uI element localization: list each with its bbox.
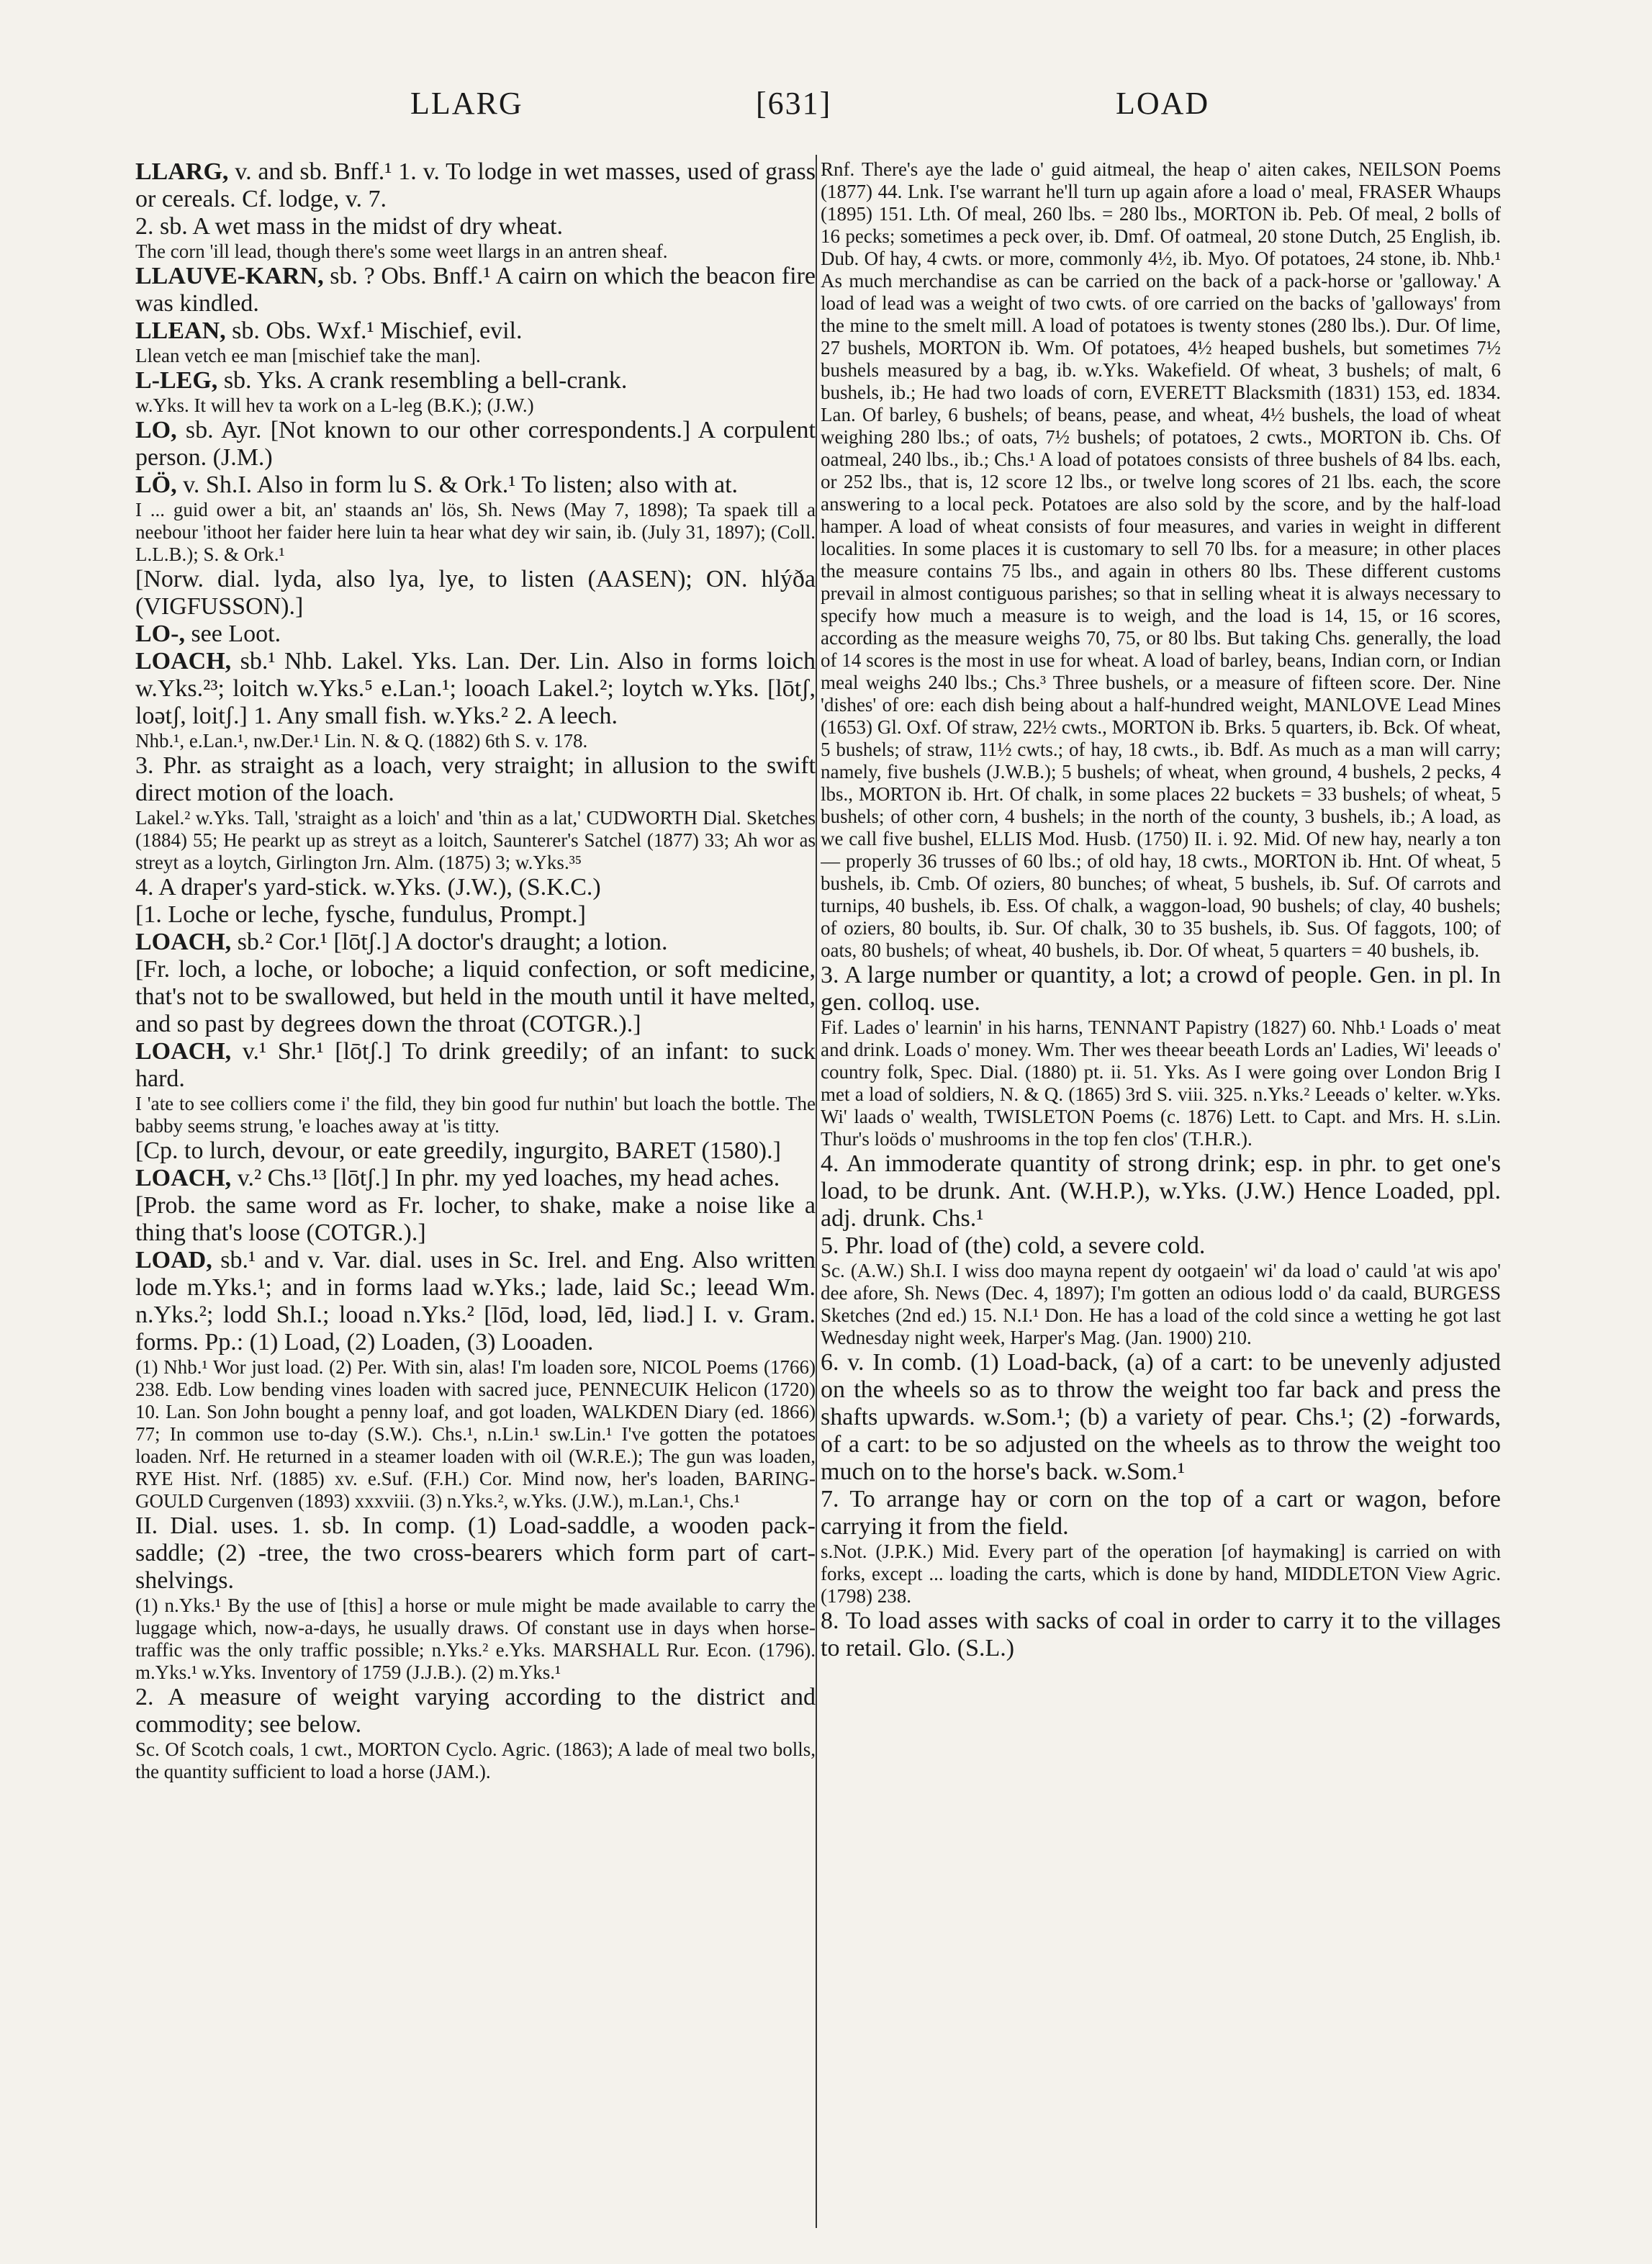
citation-paragraph	[135, 394, 816, 417]
entry-text: [Cp. to lurch, devour, or eate greedily, ingurgito, BARET (1580).]	[135, 1137, 781, 1164]
entry-paragraph	[135, 1247, 816, 1356]
entry-paragraph	[135, 901, 816, 929]
headword: LLARG,	[135, 158, 229, 185]
entry-text: sb. Yks. A crank resembling a bell-crank.	[217, 367, 628, 394]
entry-text: 8. To load asses with sacks of coal in order to carry it to the villages to retail. Glo. (S.L.)	[821, 1607, 1501, 1661]
citation-paragraph	[135, 1093, 816, 1137]
entry-paragraph	[135, 1192, 816, 1247]
entry-paragraph	[135, 417, 816, 472]
entry-text: (1) Nhb.¹ Wor just load. (2) Per. With sin, alas! I'm loaden sore, NICOL Poems (1766) 238. Edb. Low bending vines loaden with sacred juce, PENNECUIK Helicon (1720) 10. Lan. Son John bought a penny loaf, and got loaden, WALKDEN Diary (ed. 1866) 77; In common use to-day (S.W.). Chs.¹, n.Lin.¹ sw.Lin.¹ I've gotten the potatoes loaden. Nrf. He returned in a steamer loaden with oil (W.R.E.); The gun was loaden, RYE Hist. Nrf. (1885) xv. e.Suf. (F.H.) Cor. Mind now, her's loaden, BARING-GOULD Curgenven (1893) xxxviii. (3) n.Yks.², w.Yks. (J.W.), m.Lan.¹, Chs.¹	[135, 1356, 816, 1512]
left-column	[135, 158, 816, 2232]
entry-text: sb. Obs. Wxf.¹ Mischief, evil.	[225, 317, 523, 344]
headword: LO,	[135, 417, 177, 443]
entry-paragraph	[821, 1607, 1501, 1662]
headword: LO-,	[135, 621, 185, 647]
entry-paragraph	[135, 367, 816, 394]
header-left-catchword: LLARG	[410, 86, 523, 121]
entry-text: [1. Loche or leche, fysche, fundulus, Prompt.]	[135, 901, 586, 928]
citation-paragraph	[135, 499, 816, 566]
headword: L-LEG,	[135, 367, 218, 394]
citation-paragraph	[135, 730, 816, 752]
citation-paragraph	[135, 807, 816, 874]
entry-text: 4. An immoderate quantity of strong drink; esp. in phr. to get one's load, to be drunk. Ant. (W.H.P.), w.Yks. (J.W.) Hence Loaded, ppl. adj. drunk. Chs.¹	[821, 1150, 1501, 1232]
entry-text: Sc. Of Scotch coals, 1 cwt., MORTON Cyclo. Agric. (1863); A lade of meal two bolls, the quantity sufficient to load a horse (JAM.).	[135, 1738, 816, 1782]
entry-paragraph	[135, 1165, 816, 1192]
entry-paragraph	[135, 752, 816, 807]
entry-text: The corn 'ill lead, though there's some weet llargs in an antren sheaf.	[135, 240, 668, 262]
citation-paragraph	[821, 1541, 1501, 1607]
entry-text: Llean vetch ee man [mischief take the man].	[135, 345, 481, 366]
headword: LÖ,	[135, 472, 177, 498]
citation-paragraph	[135, 345, 816, 367]
running-head	[137, 85, 1504, 128]
entry-paragraph	[135, 621, 816, 648]
headword: LOAD,	[135, 1247, 212, 1273]
header-right-catchword: LOAD	[1116, 86, 1210, 121]
entry-text: sb. ? Obs. Bnff.¹ A cairn on which the beacon fire was kindled.	[135, 263, 816, 317]
entry-paragraph	[135, 648, 816, 730]
entry-text: Sc. (A.W.) Sh.I. I wiss doo mayna repent dy ootgaein' wi' da load o' cauld 'at wis apo' dee afore, Sh. News (Dec. 4, 1897); I'm gotten an odious lodd o' da caald, BURGESS Sketches (2nd ed.) 15. N.I.¹ Don. He has a load of the cold since a wetting he got last Wednesday night week, Harper's Mag. (Jan. 1900) 210.	[821, 1260, 1501, 1348]
entry-text: Lakel.² w.Yks. Tall, 'straight as a loich' and 'thin as a lat,' CUDWORTH Dial. Sketches (1884) 55; He pearkt up as streyt as a loitch, Saunterer's Satchel (1877) 33; Ah wor as streyt as a loytch, Girlington Jrn. Alm. (1875) 3; w.Yks.³⁵	[135, 807, 816, 873]
citation-paragraph	[135, 240, 816, 263]
right-column	[821, 158, 1501, 2232]
entry-text: see Loot.	[184, 621, 281, 647]
entry-paragraph	[821, 1349, 1501, 1486]
entry-text: v. Sh.I. Also in form lu S. & Ork.¹ To listen; also with at.	[176, 472, 739, 498]
entry-text: I ... guid ower a bit, an' staands an' lös, Sh. News (May 7, 1898); Ta spaek till a neebour 'ithoot her faider here luin ta hear what dey wir sain, ib. (July 31, 1897); (Coll. L.L.B.); S. & Ork.¹	[135, 499, 816, 565]
entry-text: sb.² Cor.¹ [lōtʃ.] A doctor's draught; a lotion.	[231, 929, 668, 955]
headword: LOACH,	[135, 929, 232, 955]
entry-text: [Fr. loch, a loche, or loboche; a liquid confection, or soft medicine, that's not to be swallowed, but held in the mouth until it have melted, and so past by degrees down the throat (COTGR.).]	[135, 956, 816, 1037]
entry-text: Fif. Lades o' learnin' in his harns, TENNANT Papistry (1827) 60. Nhb.¹ Loads o' meat and drink. Loads o' money. Wm. Ther wes theear beeath Lords an' Ladies, Wi' leeads o' country folk, Spec. Dial. (1880) pt. ii. 51. Yks. As I were going over London Brig I met a load of soldiers, N. & Q. (1865) 3rd S. viii. 325. n.Yks.² Leeads o' kelter. w.Yks. Wi' laads o' wealth, TWISLETON Poems (c. 1876) Lett. to Capt. and Mrs. H. s.Lin. Thur's loöds o' mushrooms in the top fen clos' (T.H.R.).	[821, 1016, 1501, 1150]
headword: LOACH,	[135, 648, 232, 675]
citation-paragraph	[821, 1260, 1501, 1349]
headword: LOACH,	[135, 1038, 232, 1065]
entry-paragraph	[821, 962, 1501, 1016]
entry-text: v.² Chs.¹³ [lōtʃ.] In phr. my yed loaches, my head aches.	[231, 1165, 780, 1191]
entry-text: 2. A measure of weight varying according to the district and commodity; see below.	[135, 1684, 816, 1738]
entry-text: sb.¹ Nhb. Lakel. Yks. Lan. Der. Lin. Also in forms loich w.Yks.²³; loitch w.Yks.⁵ e.Lan.¹; looach Lakel.²; loytch w.Yks. [lōtʃ, loətʃ, loitʃ.] 1. Any small fish. w.Yks.² 2. A leech.	[135, 648, 816, 729]
entry-paragraph	[821, 1150, 1501, 1232]
entry-paragraph	[135, 566, 816, 621]
entry-text: sb.¹ and v. Var. dial. uses in Sc. Irel. and Eng. Also written lode m.Yks.¹; and in forms laad w.Yks.; lade, laid Sc.; leead Wm. n.Yks.²; lodd Sh.I.; looad n.Yks.² [lōd, loəd, lēd, liəd.] I. v. Gram. forms. Pp.: (1) Load, (2) Loaden, (3) Looaden.	[135, 1247, 816, 1356]
entry-paragraph	[135, 956, 816, 1038]
citation-paragraph	[135, 1595, 816, 1684]
headword: LOACH,	[135, 1165, 232, 1191]
page-number: [631]	[756, 86, 832, 121]
headword: LLAUVE-KARN,	[135, 263, 324, 289]
column-divider	[816, 155, 817, 2228]
citation-paragraph	[135, 1356, 816, 1512]
entry-text: w.Yks. It will hev ta work on a L-leg (B.K.); (J.W.)	[135, 394, 534, 416]
entry-text: 5. Phr. load of (the) cold, a severe cold.	[821, 1232, 1206, 1259]
entry-paragraph	[135, 1038, 816, 1093]
entry-text: 7. To arrange hay or corn on the top of a cart or wagon, before carrying it from the field.	[821, 1486, 1501, 1540]
entry-paragraph	[821, 1486, 1501, 1541]
entry-paragraph	[821, 1232, 1501, 1260]
entry-text: 4. A draper's yard-stick. w.Yks. (J.W.), (S.K.C.)	[135, 874, 601, 901]
citation-paragraph	[821, 1016, 1501, 1150]
entry-text: I 'ate to see colliers come i' the fild, they bin good fur nuthin' but loach the bottle. The babby seems strung, 'e loaches away at 'is titty.	[135, 1093, 816, 1137]
entry-paragraph	[135, 213, 816, 240]
citation-paragraph	[821, 158, 1501, 962]
headword: LLEAN,	[135, 317, 226, 344]
entry-text: 6. v. In comb. (1) Load-back, (a) of a cart: to be unevenly adjusted on the wheels so as to throw the weight too far back and press the shafts upwards. w.Som.¹; (b) a variety of pear. Chs.¹; (2) -forwards, of a cart: to be so adjusted on the wheels as to throw the weight too much on to the horse's back. w.Som.¹	[821, 1349, 1501, 1485]
entry-text: Rnf. There's aye the lade o' guid aitmeal, the heap o' aiten cakes, NEILSON Poems (1877) 44. Lnk. I'se warrant he'll turn up again afore a load o' meal, FRASER Whaups (1895) 151. Lth. Of meal, 260 lbs. = 280 lbs., MORTON ib. Peb. Of meal, 2 bolls of 16 pecks; sometimes a peck over, ib. Dmf. Of oatmeal, 20 stone Dutch, 25 English, ib. Dub. Of hay, 4 cwts. or more, commonly 4½, ib. Myo. Of potatoes, 24 stone, ib. Nhb.¹ As much merchandise as can be carried on the back of a pack-horse or 'galloway.' A load of lead was a weight of two cwts. of ore carried on the backs of 'galloways' from the mine to the smelt mill. A load of potatoes is twenty stones (280 lbs.). Dur. Of lime, 27 bushels, MORTON ib. Wm. Of potatoes, 4½ heaped bushels, but sometimes 7½ bushels measured by a bag, ib. w.Yks. Wakefield. Of wheat, 3 bushels; of malt, 6 bushels, ib.; He had two loads of corn, EVERETT Blacksmith (1831) 153, ed. 1834. Lan. Of barley, 6 bushels; of beans, pease, and wheat, 4½ bushels, the load of wheat weighing 280 lbs.; of oats, 7½ bushels; of potatoes, 2 cwts., MORTON ib. Chs. Of oatmeal, 240 lbs., ib.; Chs.¹ A load of potatoes consists of three bushels of 84 lbs. each, or 252 lbs., that is, 12 score 12 lbs., or twelve long scores of 21 lbs. each, the score answering to a local peck. Potatoes are also sold by the score, and by the half-load hamper. A load of wheat consists of four measures, and varies in weight in different localities. In some places it is customary to sell 70 lbs. for a measure; in other places the measure contains 75 lbs., and again in others 80 lbs. These different customs prevail in almost contiguous parishes; so that in selling wheat it is always necessary to specify how much a measure is to weigh, and the load is 14, 15, or 16 scores, according as the measure weighs 70, 75, or 80 lbs. But taking Chs. generally, the load of 14 scores is the most in use for wheat. A load of barley, beans, Indian corn, or Indian meal weighs 240 lbs.; Chs.³ Three bushels, or a measure of fifteen score. Der. Nine 'dishes' of ore: each dish being about a half-hundred weight, MANLOVE Lead Mines (1653) Gl. Oxf. Of straw, 22½ cwts., MORTON ib. Brks. 5 quarters, ib. Bck. Of wheat, 5 bushels; of straw, 11½ cwts.; of hay, 18 cwts., ib. Bdf. As much as a man will carry; namely, five bushels (J.W.B.); 5 bushels; of wheat, when ground, 4 bushels, 2 pecks, 4 lbs., MORTON ib. Hrt. Of chalk, in some places 22 buckets = 33 bushels; of wheat, 5 bushels; of other corn, 4 bushels; in the north of the county, 3 bushels, ib.; A load, as we call five bushel, ELLIS Mod. Husb. (1750) II. i. 92. Mid. Of new hay, nearly a ton — properly 36 trusses of 60 lbs.; of old hay, 18 cwts., MORTON ib. Hnt. Of wheat, 5 bushels, ib. Cmb. Of oziers, 80 bunches; of wheat, 5 bushels, ib. Suf. Of carrots and turnips, 40 bushels, ib. Ess. Of chalk, a waggon-load, 90 bushels; of clay, 40 bushels; of oziers, 80 boults, ib. Sur. Of chalk, 30 to 35 bushels, ib. Sus. Of faggots, 100; of oats, 80 bushels; of wheat, 40 bushels, ib. Dor. Of wheat, 5 quarters = 40 bushels, ib.	[821, 158, 1501, 961]
citation-paragraph	[135, 1738, 816, 1783]
entry-text: 3. A large number or quantity, a lot; a crowd of people. Gen. in pl. In gen. colloq. use.	[821, 962, 1501, 1016]
entry-text: (1) n.Yks.¹ By the use of [this] a horse or mule might be made available to carry the luggage which, now-a-days, he usually draws. Of constant use in days when horse-traffic was the only traffic possible; n.Yks.² e.Yks. MARSHALL Rur. Econ. (1796). m.Yks.¹ w.Yks. Inventory of 1759 (J.J.B.). (2) m.Yks.¹	[135, 1595, 816, 1683]
entry-text: sb. Ayr. [Not known to our other correspondents.] A corpulent person. (J.M.)	[135, 417, 816, 471]
entry-text: Nhb.¹, e.Lan.¹, nw.Der.¹ Lin. N. & Q. (1882) 6th S. v. 178.	[135, 730, 588, 752]
entry-paragraph	[135, 472, 816, 499]
entry-paragraph	[135, 929, 816, 956]
entry-text: s.Not. (J.P.K.) Mid. Every part of the operation [of haymaking] is carried on with forks, except ... loading the carts, which is done by hand, MIDDLETON View Agric. (1798) 238.	[821, 1541, 1501, 1607]
entry-text: 3. Phr. as straight as a loach, very straight; in allusion to the swift direct motion of the loach.	[135, 752, 816, 806]
entry-paragraph	[135, 874, 816, 901]
entry-text: v. and sb. Bnff.¹ 1. v. To lodge in wet masses, used of grass or cereals. Cf. lodge, v. 7.	[135, 158, 816, 212]
entry-text: [Norw. dial. lyda, also lya, lye, to listen (AASEN); ON. hlýða (VIGFUSSON).]	[135, 566, 816, 620]
entry-paragraph	[135, 1137, 816, 1165]
entry-paragraph	[135, 1684, 816, 1738]
entry-paragraph	[135, 158, 816, 213]
entry-paragraph	[135, 317, 816, 345]
entry-text: v.¹ Shr.¹ [lōtʃ.] To drink greedily; of an infant: to suck hard.	[135, 1038, 816, 1092]
entry-paragraph	[135, 263, 816, 317]
entry-paragraph	[135, 1512, 816, 1595]
entry-text: II. Dial. uses. 1. sb. In comp. (1) Load-saddle, a wooden pack-saddle; (2) -tree, the two cross-bearers which form part of cart-shelvings.	[135, 1512, 816, 1594]
entry-text: 2. sb. A wet mass in the midst of dry wheat.	[135, 213, 564, 240]
entry-text: [Prob. the same word as Fr. locher, to shake, make a noise like a thing that's loose (COTGR.).]	[135, 1192, 816, 1246]
